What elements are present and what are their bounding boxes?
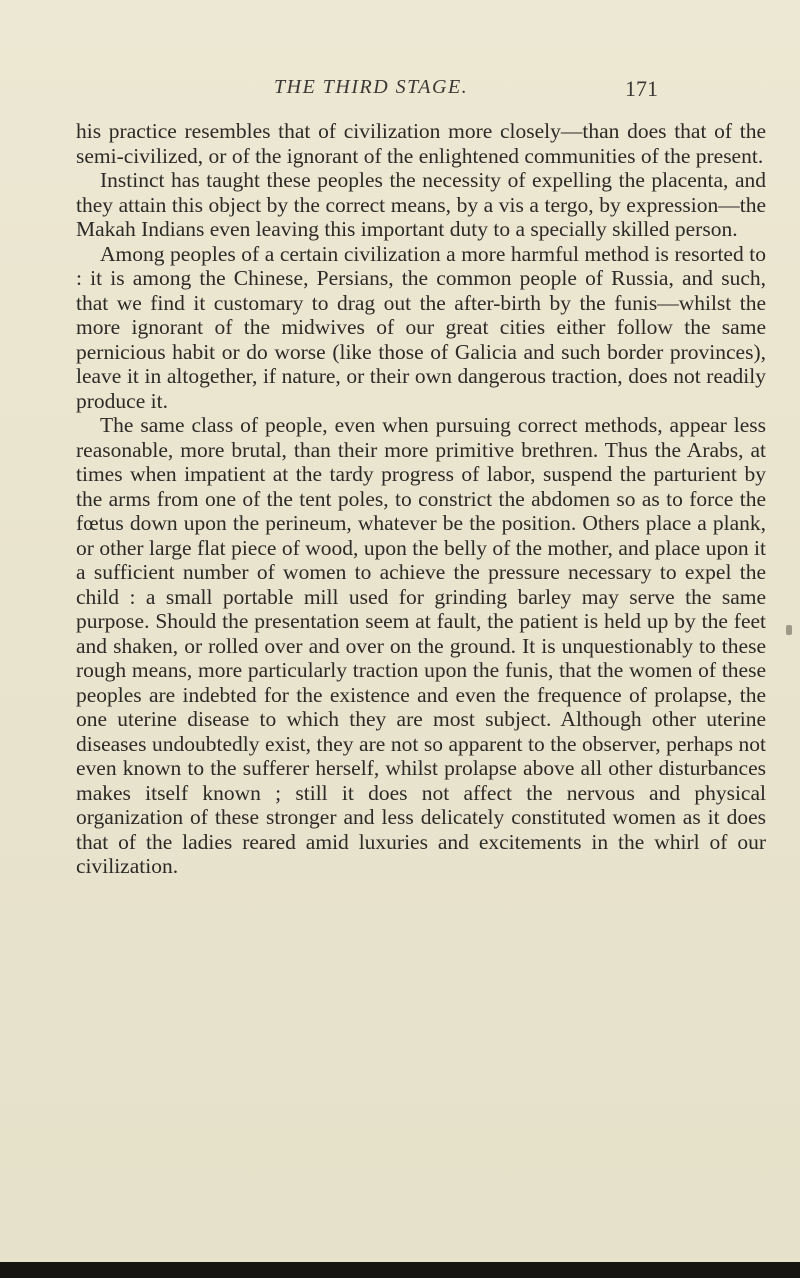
scan-bottom-edge bbox=[0, 1262, 800, 1278]
paragraph: his practice resembles that of civilization more closely—than does that of the semi-civilized, or of the ignorant of the enlightened communities of the present. bbox=[76, 119, 766, 168]
body-text bbox=[76, 119, 766, 879]
paragraph: Instinct has taught these peoples the necessity of expelling the placenta, and they attain this object by the correct means, by a vis a tergo, by expression—the Makah Indians even leaving this important duty to a specially skilled person. bbox=[76, 168, 766, 241]
running-title: THE THIRD STAGE. bbox=[274, 76, 469, 98]
page-header bbox=[258, 76, 678, 106]
paragraph: Among peoples of a certain civilization a more harmful method is resorted to : it is among the Chinese, Persians, the common people of Russia, and such, that we find it customary to drag out the after-birth by the funis—whilst the more ignorant of the midwives of our great cities either follow the same pernicious habit or do worse (like those of Galicia and such border provinces), leave it in altogether, if nature, or their own dangerous traction, does not readily produce it. bbox=[76, 241, 766, 413]
page-number: 171 bbox=[625, 76, 658, 101]
paragraph: The same class of people, even when pursuing correct methods, appear less reasonable, more brutal, than their more primitive brethren. Thus the Arabs, at times when impatient at the tardy progress of labor, suspend the parturient by the arms from one of the tent poles, to constrict the abdomen so as to force the fœtus down upon the perineum, whatever be the position. Others place a plank, or other large flat piece of wood, upon the belly of the mother, and place upon it a sufficient number of women to achieve the pressure necessary to expel the child : a small portable mill used for grinding barley may serve the same purpose. Should the presentation seem at fault, the patient is held up by the feet and shaken, or rolled over and over on the ground. It is unquestionably to these rough means, more particularly traction upon the funis, that the women of these peoples are indebted for the existence and even the frequence of prolapse, the one uterine disease to which they are most subject. Although other uterine diseases undoubtedly exist, they are not so apparent to the observer, perhaps not even known to the sufferer herself, whilst prolapse above all other disturbances makes itself known ; still it does not affect the nervous and physical organization of these stronger and less delicately constituted women as it does that of the ladies reared amid luxuries and excitements in the whirl of our civilization. bbox=[76, 413, 766, 878]
margin-speck bbox=[786, 625, 792, 635]
